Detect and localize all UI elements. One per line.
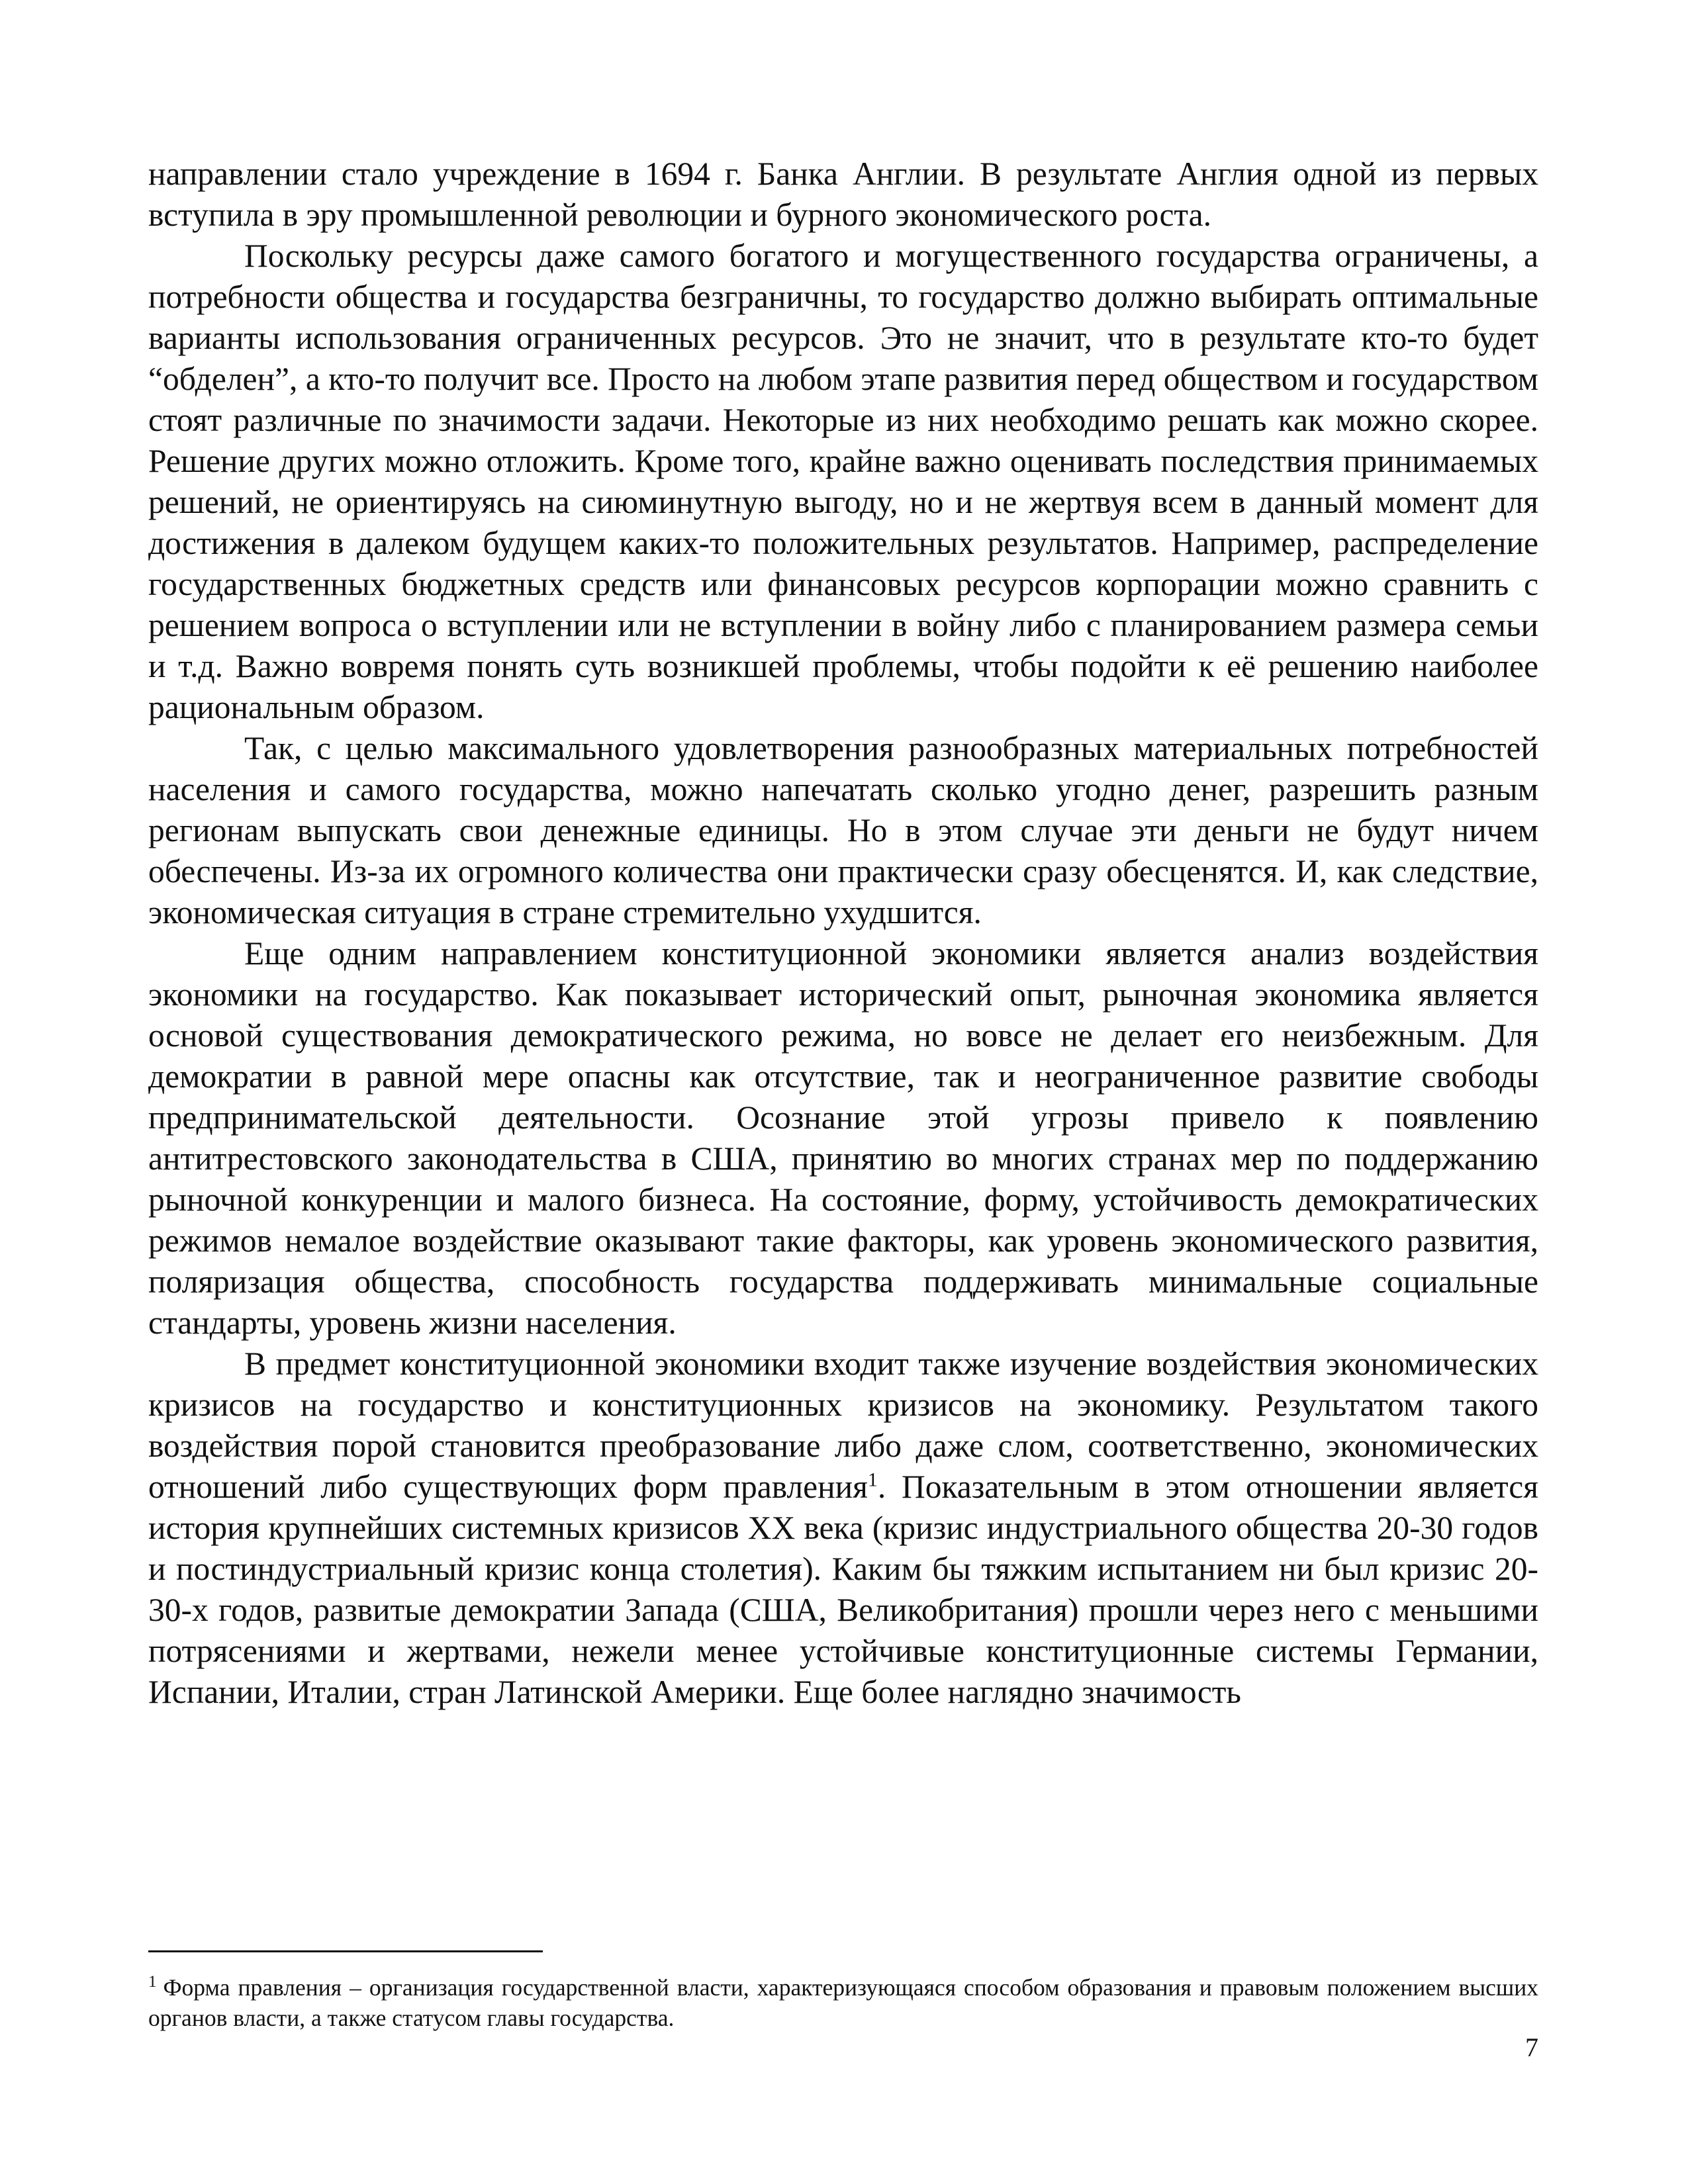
paragraph-crises xyxy=(148,1343,1538,1713)
footnote xyxy=(148,1972,1538,2033)
paragraph-crises-text-end: . Показательным в этом отношении является история крупнейших системных кризисов XX века (кризис индустриального общества 20-30 годов и постиндустриальный кризис конца столетия). Каким бы тяжким испытанием ни был кризис 20-30-х годов, развитые демократии Запада (США, Великобритания) прошли через него с меньшими потрясениями и жертвами, нежели менее устойчивые конституционные системы Германии, Испании, Италии, стран Латинской Америки. Еще более наглядно значимость xyxy=(148,1469,1538,1710)
paragraph-crises-text-start: В предмет конституционной экономики входит также изучение воздействия экономических кризисов на государство и конституционных кризисов на экономику. Результатом такого воздействия порой становится преобразование либо даже слом, соответственно, экономических отношений либо существующих форм правления xyxy=(148,1345,1538,1505)
body-text xyxy=(148,154,1538,1713)
paragraph-resources: Поскольку ресурсы даже самого богатого и могущественного государства ограничены, а потребности общества и государства безграничны, то государство должно выбирать оптимальные варианты использования ограниченных ресурсов. Это не значит, что в результате кто-то будет “обделен”, а кто-то получит все. Просто на любом этапе развития перед обществом и государством стоят различные по значимости задачи. Некоторые из них необходимо решать как можно скорее. Решение других можно отложить. Кроме того, крайне важно оценивать последствия принимаемых решений, не ориентируясь на сиюминутную выгоду, но и не жертвуя всем в данный момент для достижения в далеком будущем каких-то положительных результатов. Например, распределение государственных бюджетных средств или финансовых ресурсов корпорации можно сравнить с решением вопроса о вступлении или не вступлении в войну либо с планированием размера семьи и т.д. Важно вовремя понять суть возникшей проблемы, чтобы подойти к её решению наиболее рациональным образом. xyxy=(148,238,1538,725)
paragraph-economy-impact: Еще одним направлением конституционной экономики является анализ воздействия экономики на государство. Как показывает исторический опыт, рыночная экономика является основой существования демократического режима, но вовсе не делает его неизбежным. Для демократии в равной мере опасны как отсутствие, так и неограниченное развитие свободы предпринимательской деятельности. Осознание этой угрозы привело к появлению антитрестовского законодательства в США, принятию во многих странах мер по поддержанию рыночной конкуренции и малого бизнеса. На состояние, форму, устойчивость демократических режимов немалое воздействие оказывают такие факторы, как уровень экономического развития, поляризация общества, способность государства поддерживать минимальные социальные стандарты, уровень жизни населения. xyxy=(148,935,1538,1341)
footnote-text: Форма правления – организация государственной власти, характеризующаяся способом образования и правовым положением высших органов власти, а также статусом главы государства. xyxy=(148,1974,1538,2031)
footnote-separator xyxy=(148,1950,543,1952)
paragraph-money-printing: Так, с целью максимального удовлетворения разнообразных материальных потребностей населения и самого государства, можно напечатать сколько угодно денег, разрешить разным регионам выпускать свои денежные единицы. Но в этом случае эти деньги не будут ничем обеспечены. Из-за их огромного количества они практически сразу обесценятся. И, как следствие, экономическая ситуация в стране стремительно ухудшится. xyxy=(148,730,1538,931)
footnote-marker: 1 xyxy=(148,1973,157,1991)
paragraph-continuation: направлении стало учреждение в 1694 г. Банка Англии. В результате Англия одной из первых вступила в эру промышленной революции и бурного экономического роста. xyxy=(148,156,1538,233)
footnote-reference[interactable]: 1 xyxy=(867,1469,878,1491)
page-number: 7 xyxy=(1525,2032,1538,2062)
